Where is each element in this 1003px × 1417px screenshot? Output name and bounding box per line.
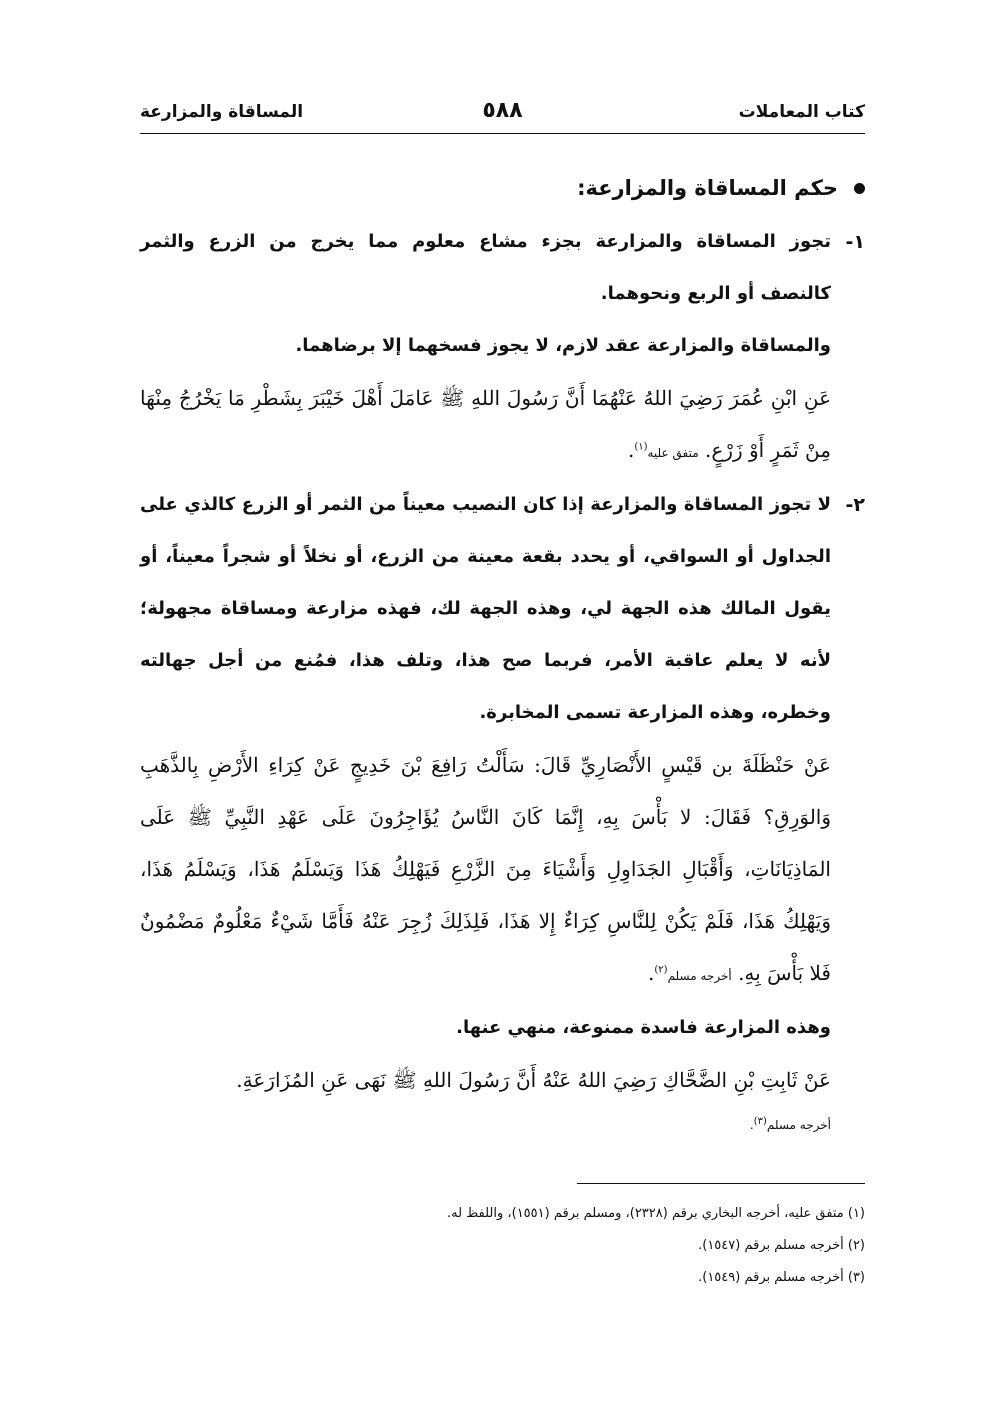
hadith-source: أخرجه مسلم	[766, 1118, 831, 1132]
book-title: كتاب المعاملات	[738, 102, 865, 122]
section-heading	[140, 160, 865, 216]
rule-item-2	[140, 479, 865, 739]
footnote-2: (٢) أخرجه مسلم برقم (١٥٤٧).	[698, 1238, 865, 1253]
footnote-ref-1: (١)	[634, 441, 648, 453]
hadith-text: عَنْ ثَابِتِ بْنِ الضَّحَّاكِ رَضِيَ اللهُ عَنْهُ أَنَّ رَسُولَ اللهِ ﷺ نَهَى عَنِ المُزَارَعَةِ.	[236, 1068, 831, 1092]
rule-number-1: ١-	[845, 231, 865, 253]
hadith-text: عَنِ ابْنِ عُمَرَ رَضِيَ اللهُ عَنْهُمَا أَنَّ رَسُولَ اللهِ ﷺ عَامَلَ أَهْلَ خَيْبَرَ بِشَطْرِ مَا يَخْرُجُ مِنْهَا مِنْ ثَمَرٍ أَوْ زَرْعٍ.	[140, 386, 831, 462]
page-number: ٥٨٨	[482, 98, 523, 123]
section-heading-text: حكم المساقاة والمزارعة:	[577, 176, 838, 200]
footnote-3: (٣) أخرجه مسلم برقم (١٥٤٩).	[698, 1270, 865, 1285]
rule-text-2: لا تجوز المساقاة والمزارعة إذا كان النصيب معيناً من الثمر أو الزرع كالذي على الجداول أو السواقي، أو يحدد بقعة معينة من الزرع، أو نخلاً أو شجراً معيناً، أو يقول المالك هذه الجهة لي، وهذه الجهة لك، فهذه مزارعة ومساقاة مجهولة؛ لأنه لا يعلم عاقبة الأمر، فربما صح هذا، وتلف هذا، فمُنع من أجل جهالته وخطره، وهذه المزارعة تسمى المخابرة.	[140, 494, 831, 723]
rule-text-1: تجوز المساقاة والمزارعة بجزء مشاع معلوم مما يخرج من الزرع والثمر كالنصف أو الربع ونحوهما.	[140, 231, 831, 304]
footnote-1: (١) متفق عليه، أخرجه البخاري برقم (٢٣٢٨)، ومسلم برقم (١٥٥١)، واللفظ له.	[447, 1206, 865, 1221]
bullet-icon	[854, 183, 865, 194]
hadith-source-line: أخرجه مسلم$^{(٣)}$.	[749, 1116, 831, 1132]
hadith-thabit	[140, 1054, 865, 1106]
hadith-source: متفق عليه	[647, 446, 699, 460]
footnote-ref-2: (٢)	[654, 964, 668, 976]
running-header	[140, 98, 865, 130]
rule-number-2: ٢-	[845, 494, 865, 516]
hadith-text: عَنْ حَنْظَلَةَ بن قَيْسٍ الأَنْصَارِيِّ قَالَ: سَأَلْتُ رَافِعَ بْنَ خَدِيجٍ عَنْ كِرَاءِ الأَرْضِ بِالذَّهَبِ وَالوَرِقِ؟ فَقَالَ: لا بَأْسَ بِهِ، إِنَّمَا كَانَ النَّاسُ يُؤَاجِرُونَ عَلَى عَهْدِ النَّبِيِّ ﷺ عَلَى المَاذِيَانَاتِ، وَأَقْبَالِ الجَدَاوِلِ وَأَشْيَاءَ مِنَ الزَّرْعِ فَيَهْلِكُ هَذَا وَيَسْلَمُ هَذَا، وَيَسْلَمُ هَذَا، وَيَهْلِكُ هَذَا، فَلَمْ يَكُنْ لِلنَّاسِ كِرَاءٌ إِلا هَذَا، فَلِذَلِكَ زُجِرَ عَنْهُ فَأَمَّا شَيْءٌ مَعْلُومٌ مَضْمُونٌ فَلا بَأْسَ بِهِ.	[140, 753, 832, 985]
footnote-ref-3: (٣)	[753, 1116, 767, 1127]
contract-paragraph: والمساقاة والمزارعة عقد لازم، لا يجوز فسخهما إلا برضاهما.	[295, 335, 831, 356]
main-content	[140, 160, 865, 1144]
chapter-title: المساقاة والمزارعة	[140, 102, 304, 122]
footnote-divider	[577, 1183, 865, 1184]
hadith-ibn-umar: عَنِ ابْنِ عُمَرَ رَضِيَ اللهُ عَنْهُمَا أَنَّ رَسُولَ اللهِ ﷺ عَامَلَ أَهْلَ خَيْبَرَ بِشَطْرِ مَا يَخْرُجُ مِنْهَا مِنْ ثَمَرٍ أَوْ زَرْعٍ. متفق عليه$^{(١)}$.	[140, 386, 831, 462]
hadith-hanzala: عَنْ حَنْظَلَةَ بن قَيْسٍ الأَنْصَارِيِّ قَالَ: سَأَلْتُ رَافِعَ بْنَ خَدِيجٍ عَنْ كِرَاءِ الأَرْضِ بِالذَّهَبِ وَالوَرِقِ؟ فَقَالَ: لا بَأْسَ بِهِ، إِنَّمَا كَانَ النَّاسُ يُؤَاجِرُونَ عَلَى عَهْدِ النَّبِيِّ ﷺ عَلَى المَاذِيَانَاتِ، وَأَقْبَالِ الجَدَاوِلِ وَأَشْيَاءَ مِنَ الزَّرْعِ فَيَهْلِكُ هَذَا وَيَسْلَمُ هَذَا، وَيَسْلَمُ هَذَا، وَيَهْلِكُ هَذَا، فَلَمْ يَكُنْ لِلنَّاسِ كِرَاءٌ إِلا هَذَا، فَلِذَلِكَ زُجِرَ عَنْهُ فَأَمَّا شَيْءٌ مَعْلُومٌ مَضْمُونٌ فَلا بَأْسَ بِهِ. أخرجه مسلم$^{(٢)}$.	[140, 753, 832, 985]
ruling-paragraph: وهذه المزارعة فاسدة ممنوعة، منهي عنها.	[456, 1017, 831, 1038]
hadith-source: أخرجه مسلم	[667, 969, 732, 983]
book-page	[140, 0, 865, 1417]
header-divider	[140, 133, 865, 134]
footnotes	[140, 1198, 865, 1294]
rule-item-1	[140, 216, 865, 320]
